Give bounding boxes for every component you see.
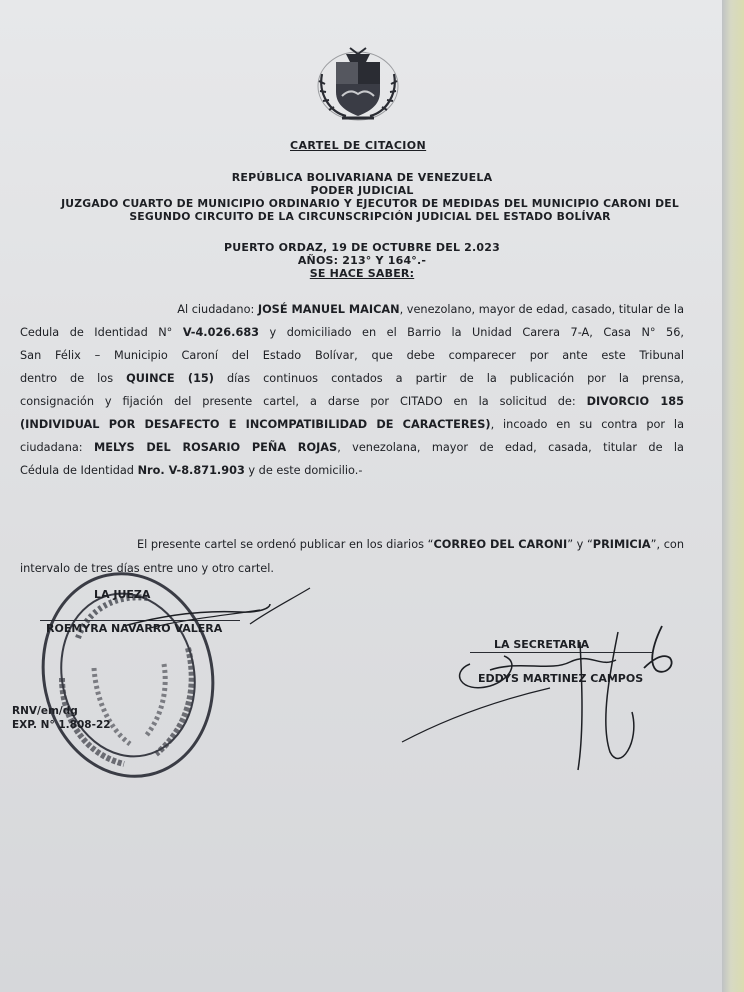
paragraph-1-line-5: consignación y fijación del presente cartel, a darse por CITADO en la solicitud de: DIVORCIO 185 <box>20 395 684 408</box>
paragraph-1-line-7: ciudadana: MELYS DEL ROSARIO PEÑA ROJAS, venezolana, mayor de edad, casada, titular de la <box>20 441 684 454</box>
coat-of-arms-icon <box>312 44 404 124</box>
page-edge-background <box>722 0 744 992</box>
header-court-line-1: JUZGADO CUARTO DE MUNICIPIO ORDINARIO Y EJECUTOR DE MEDIDAS DEL MUNICIPIO CARONI DEL <box>61 197 679 210</box>
paragraph-1-line-3: San Félix – Municipio Caroní del Estado Bolívar, que debe comparecer por ante este Tribunal <box>20 349 684 362</box>
secretary-title: LA SECRETARIA <box>494 638 590 651</box>
header-court-line-2: SEGUNDO CIRCUITO DE LA CIRCUNSCRIPCIÓN JUDICIAL DEL ESTADO BOLÍVAR <box>129 210 611 223</box>
announcement-heading: SE HACE SABER: <box>309 267 415 280</box>
initials-reference: RNV/em/dg <box>12 705 78 717</box>
paragraph-1-line-4: dentro de los QUINCE (15) días continuos contados a partir de la publicación por la prensa, <box>20 372 684 385</box>
paragraph-2-line-1: El presente cartel se ordenó publicar en los diarios “CORREO DEL CARONI” y “PRIMICIA”, con <box>137 538 684 551</box>
document-title: CARTEL DE CITACION <box>290 139 427 152</box>
paragraph-1-line-8: Cédula de Identidad Nro. V-8.871.903 y de este domicilio.- <box>20 464 363 477</box>
paragraph-2-line-2: intervalo de tres días entre uno y otro cartel. <box>20 562 274 575</box>
paragraph-1-line-6: (INDIVIDUAL POR DESAFECTO E INCOMPATIBILIDAD DE CARACTERES), incoado en su contra por la <box>20 418 684 431</box>
paragraph-1-line-2: Cedula de Identidad N° V-4.026.683 y domiciliado en el Barrio la Unidad Carera 7-A, Casa N° 56, <box>20 326 684 339</box>
expedient-number: EXP. N° 1.808-22 <box>12 719 111 731</box>
place-date: PUERTO ORDAZ, 19 DE OCTUBRE DEL 2.023 <box>224 241 500 254</box>
plaintiff-name: MELYS DEL ROSARIO PEÑA ROJAS <box>93 441 338 454</box>
paragraph-1-line-1: Al ciudadano: JOSÉ MANUEL MAICAN, venezolano, mayor de edad, casado, titular de la <box>177 303 684 316</box>
judge-name: ROEMYRA NAVARRO VALERA <box>46 622 223 635</box>
plaintiff-id: Nro. V-8.871.903 <box>137 464 245 477</box>
judge-signature <box>120 580 320 650</box>
secretary-name: EDDYS MARTINEZ CAMPOS <box>478 672 644 685</box>
defendant-id: V-4.026.683 <box>182 326 260 339</box>
years-line: AÑOS: 213° Y 164°.- <box>297 254 427 267</box>
defendant-name: JOSÉ MANUEL MAICAN <box>257 303 400 316</box>
judge-title: LA JUEZA <box>94 588 151 601</box>
header-judicial-power: PODER JUDICIAL <box>310 184 414 197</box>
header-republic: REPÚBLICA BOLIVARIANA DE VENEZUELA <box>231 171 493 184</box>
secretary-signature <box>400 612 690 782</box>
